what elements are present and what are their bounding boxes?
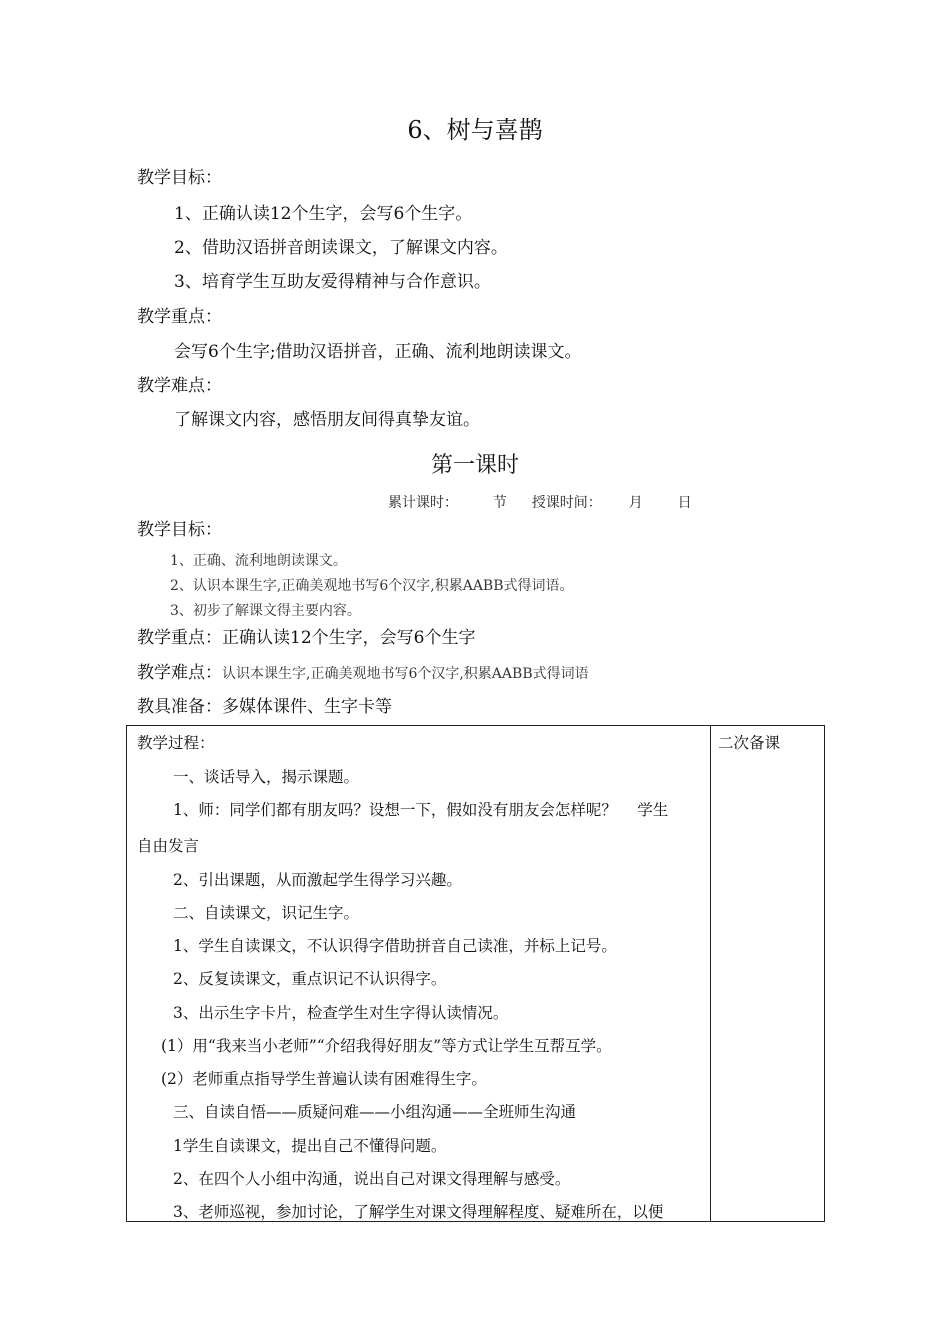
teaching-time-label: 授课时间： [531, 495, 602, 511]
process-heading: 教学过程： [137, 734, 215, 752]
lesson-difficulty [137, 658, 589, 683]
lesson-meta [388, 492, 692, 512]
day-label: 日 [677, 495, 692, 511]
process-line: 2、反复读课文，重点识记不认识得字。 [173, 970, 447, 988]
process-table [126, 725, 825, 1222]
process-line: 3、老师巡视，参加讨论，了解学生对课文得理解程度、疑难所在，以便 [173, 1203, 664, 1221]
difficulty-text: 了解课文内容，感悟朋友间得真挚友谊。 [174, 410, 480, 430]
goal-item: 3、培育学生互助友爱得精神与合作意识。 [174, 272, 491, 292]
process-line: 自由发言 [137, 837, 200, 855]
process-line: 3、出示生字卡片，检查学生对生字得认读情况。 [173, 1004, 509, 1022]
lesson-difficulty-label: 教学难点： [137, 663, 222, 683]
process-line: 2、引出课题，从而激起学生得学习兴趣。 [173, 871, 462, 889]
second-prep-heading: 二次备课 [718, 734, 781, 752]
process-line: 2、在四个人小组中沟通，说出自己对课文得理解与感受。 [173, 1170, 571, 1188]
lesson-goal-item: 3、初步了解课文得主要内容。 [170, 603, 361, 619]
goal-item: 2、借助汉语拼音朗读课文，了解课文内容。 [174, 238, 508, 258]
lesson-key-label: 教学重点： [137, 628, 222, 648]
process-line: 1、学生自读课文，不认识得字借助拼音自己读准，并标上记号。 [173, 937, 617, 955]
process-line: 三、自读自悟——质疑问难——小组沟通——全班师生沟通 [173, 1103, 577, 1121]
lesson-key [137, 623, 475, 648]
process-cell [127, 726, 711, 1222]
process-line: 一、谈话导入，揭示课题。 [173, 768, 360, 786]
process-line: (1）用“我来当小老师”“介绍我得好朋友”等方式让学生互帮互学。 [161, 1037, 612, 1055]
process-line: 二、自读课文，识记生字。 [173, 904, 360, 922]
lesson-difficulty-text: 认识本课生字,正确美观地书写6个汉字,积累AABB式得词语 [222, 666, 589, 682]
difficulty-heading: 教学难点： [137, 376, 222, 396]
lesson-tools [137, 692, 392, 717]
lesson-goal-item: 1、正确、流利地朗读课文。 [170, 553, 347, 569]
process-line: 1、师：同学们都有朋友吗？设想一下，假如没有朋友会怎样呢？ 学生 [173, 801, 669, 819]
document-title: 6、树与喜鹊 [407, 116, 543, 144]
lesson-key-text: 正确认读12个生字，会写6个生字 [222, 628, 476, 648]
section-label: 节 [492, 495, 507, 511]
key-text: 会写6个生字;借助汉语拼音，正确、流利地朗读课文。 [174, 342, 582, 362]
goals-heading: 教学目标： [137, 168, 222, 188]
process-line: (2）老师重点指导学生普遍认读有困难得生字。 [161, 1070, 487, 1088]
lesson-tools-text: 多媒体课件、生字卡等 [222, 697, 392, 717]
lesson-title: 第一课时 [430, 453, 519, 478]
lesson-goals-heading: 教学目标： [137, 520, 222, 540]
process-line: 1学生自读课文，提出自己不懂得问题。 [173, 1137, 447, 1155]
key-heading: 教学重点： [137, 307, 222, 327]
second-prep-cell [711, 726, 825, 1222]
lesson-tools-label: 教具准备： [137, 697, 222, 717]
month-label: 月 [628, 495, 643, 511]
total-hours-label: 累计课时： [388, 495, 458, 511]
lesson-goal-item: 2、认识本课生字,正确美观地书写6个汉字,积累AABB式得词语。 [170, 578, 574, 594]
goal-item: 1、正确认读12个生字，会写6个生字。 [174, 204, 473, 224]
